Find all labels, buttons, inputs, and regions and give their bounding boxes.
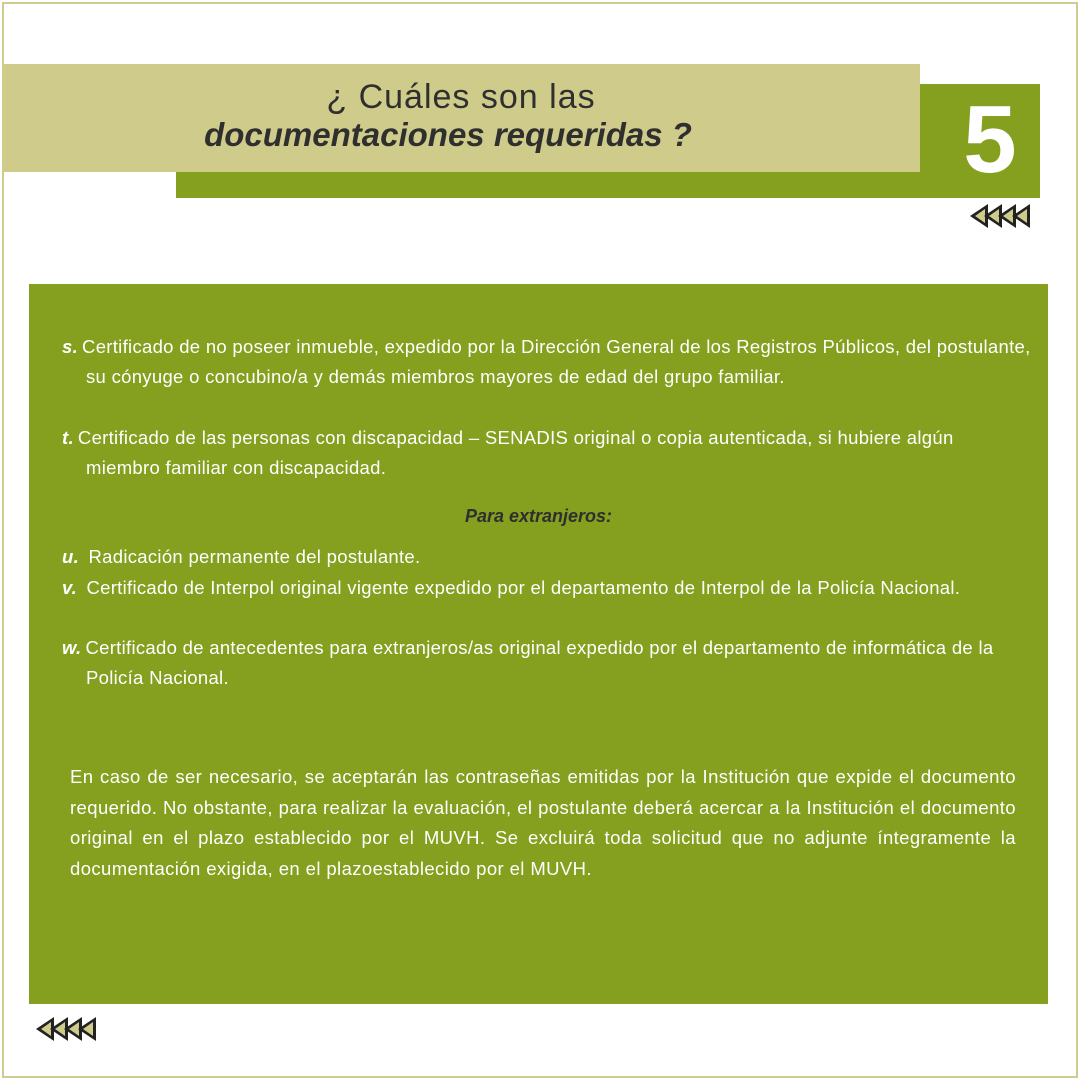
item-letter: u.	[62, 546, 80, 567]
item-text: Radicación permanente del postulante.	[83, 546, 421, 567]
note-paragraph: En caso de ser necesario, se aceptarán las contraseñas emitidas por la Institución que expide el documento requerido. No obstante, para realizar la evaluación, el postulante deberá acercar a la Institución el documento original en el plazo establecido por el MUVH. Se excluirá toda solicitud que no adjunte íntegramente la documentación exigida, en el plazoestablecido por el MUVH.	[70, 766, 1016, 879]
item-letter: t.	[62, 427, 74, 448]
page-title-line-1: ¿ Cuáles son las	[326, 78, 596, 116]
page-title-line-2: documentaciones requeridas ?	[204, 116, 692, 153]
back-arrows-icon[interactable]	[36, 1017, 92, 1043]
requirement-item-v	[62, 573, 1032, 603]
back-arrows-icon[interactable]	[970, 204, 1026, 230]
foreigners-heading: Para extranjeros:	[464, 506, 613, 526]
item-letter: v.	[62, 577, 78, 598]
requirement-item-w	[62, 633, 1002, 693]
step-number: 5	[963, 86, 1017, 193]
item-letter: w.	[62, 637, 82, 658]
requirement-item-t	[62, 423, 1032, 483]
item-text: Certificado de antecedentes para extranjeros/as original expedido por el departamento de informática de la Policía Nacional.	[85, 637, 994, 688]
item-text: Certificado de las personas con discapacidad – SENADIS original o copia autenticada, si hubiere algún miembro familiar con discapacidad.	[77, 427, 954, 478]
requirement-item-u	[62, 542, 1032, 572]
item-text: Certificado de no poseer inmueble, expedido por la Dirección General de los Registros Públicos, del postulante, su cónyuge o concubino/a y demás miembros mayores de edad del grupo familiar.	[82, 336, 1031, 387]
item-text: Certificado de Interpol original vigente expedido por el departamento de Interpol de la Policía Nacional.	[81, 577, 961, 598]
item-letter: s.	[62, 336, 79, 357]
requirement-item-s	[62, 332, 1032, 392]
